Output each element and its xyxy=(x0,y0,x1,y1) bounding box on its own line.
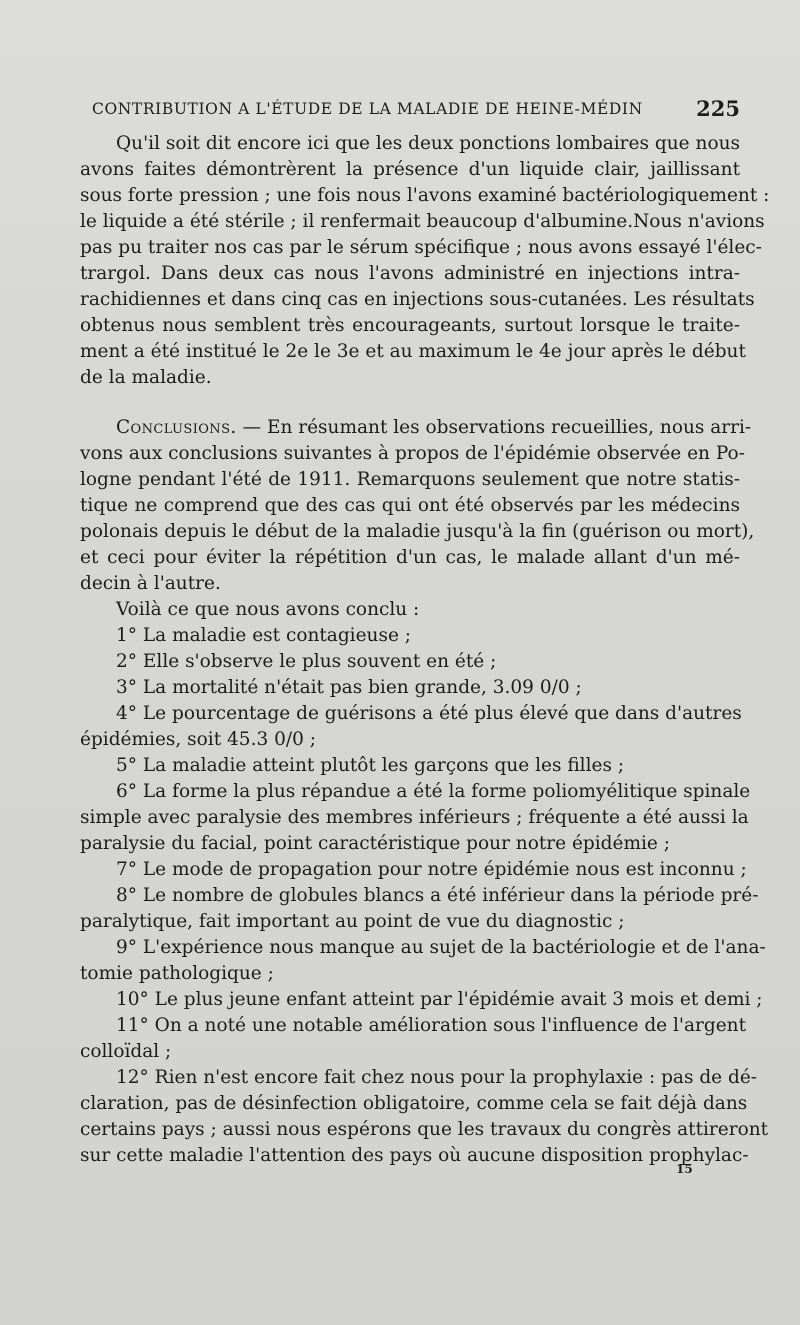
signature-mark: 15 xyxy=(676,1162,693,1176)
running-title: CONTRIBUTION A L'ÉTUDE DE LA MALADIE DE HEINE-MÉDIN xyxy=(92,100,643,118)
text-line: sous forte pression ; une fois nous l'avons examiné bactériologiquement : xyxy=(80,185,770,206)
text-line: vons aux conclusions suivantes à propos de l'épidémie observée en Po- xyxy=(80,443,745,464)
text-line: simple avec paralysie des membres inférieurs ; fréquente a été aussi la xyxy=(80,807,749,828)
page-number: 225 xyxy=(696,96,740,121)
text-line: obtenus nous semblent très encourageants, surtout lorsque le traite- xyxy=(80,315,740,336)
text-line: épidémies, soit 45.3 0/0 ; xyxy=(80,729,316,750)
text-line: decin à l'autre. xyxy=(80,573,221,594)
text-line: tique ne comprend que des cas qui ont été observés par les médecins xyxy=(80,495,740,516)
text-line: paralytique, fait important au point de vue du diagnostic ; xyxy=(80,911,625,932)
text-line: trargol. Dans deux cas nous l'avons administré en injections intra- xyxy=(80,263,740,284)
text-line: polonais depuis le début de la maladie jusqu'à la fin (guérison ou mort), xyxy=(80,521,755,542)
list-item: 3° La mortalité n'était pas bien grande, 3.09 0/0 ; xyxy=(116,677,582,698)
text-line: le liquide a été stérile ; il renfermait beaucoup d'albumine.Nous n'avions xyxy=(80,211,765,232)
text-line: Voilà ce que nous avons conclu : xyxy=(116,599,420,620)
conclusions-first-line xyxy=(116,416,752,440)
list-item: 4° Le pourcentage de guérisons a été plus élevé que dans d'autres xyxy=(116,703,742,724)
text-line: logne pendant l'été de 1911. Remarquons seulement que notre statis- xyxy=(80,469,740,490)
list-item: 7° Le mode de propagation pour notre épidémie nous est inconnu ; xyxy=(116,859,747,880)
text-line: ment a été institué le 2e le 3e et au maximum le 4e jour après le début xyxy=(80,341,746,362)
conclusions-heading: Conclusions. xyxy=(116,417,237,438)
text-line: et ceci pour éviter la répétition d'un cas, le malade allant d'un mé- xyxy=(80,547,740,568)
text-line: rachidiennes et dans cinq cas en injections sous-cutanées. Les résultats xyxy=(80,289,755,310)
list-item: 12° Rien n'est encore fait chez nous pour la prophylaxie : pas de dé- xyxy=(116,1067,758,1088)
text-line: colloïdal ; xyxy=(80,1041,172,1062)
list-item: 1° La maladie est contagieuse ; xyxy=(116,625,412,646)
list-item: 10° Le plus jeune enfant atteint par l'épidémie avait 3 mois et demi ; xyxy=(116,989,763,1010)
text-line: — En résumant les observations recueillies, nous arri- xyxy=(242,417,752,438)
list-item: 11° On a noté une notable amélioration sous l'influence de l'argent xyxy=(116,1015,747,1036)
list-item: 5° La maladie atteint plutôt les garçons que les filles ; xyxy=(116,755,625,776)
text-line: sur cette maladie l'attention des pays où aucune disposition prophylac- xyxy=(80,1145,749,1166)
running-header xyxy=(92,96,740,121)
text-line: tomie pathologique ; xyxy=(80,963,274,984)
text-line: certains pays ; aussi nous espérons que les travaux du congrès attireront xyxy=(80,1119,769,1140)
text-line: de la maladie. xyxy=(80,367,212,388)
list-item: 9° L'expérience nous manque au sujet de la bactériologie et de l'ana- xyxy=(116,937,766,958)
text-line: claration, pas de désinfection obligatoire, comme cela se fait déjà dans xyxy=(80,1093,748,1114)
list-item: 2° Elle s'observe le plus souvent en été ; xyxy=(116,651,497,672)
text-line: Qu'il soit dit encore ici que les deux ponctions lombaires que nous xyxy=(116,133,740,154)
list-item: 6° La forme la plus répandue a été la forme poliomyélitique spinale xyxy=(116,781,751,802)
text-line: paralysie du facial, point caractéristique pour notre épidémie ; xyxy=(80,833,670,854)
text-line: pas pu traiter nos cas par le sérum spécifique ; nous avons essayé l'élec- xyxy=(80,237,762,258)
list-item: 8° Le nombre de globules blancs a été inférieur dans la période pré- xyxy=(116,885,759,906)
text-line: avons faites démontrèrent la présence d'un liquide clair, jaillissant xyxy=(80,159,740,180)
